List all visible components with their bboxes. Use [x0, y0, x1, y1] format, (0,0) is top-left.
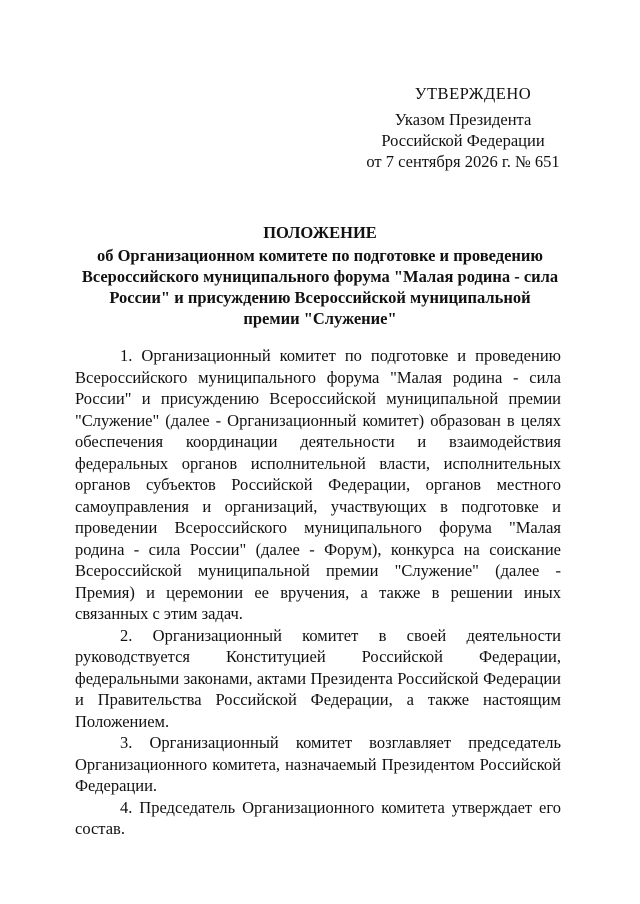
document-heading: ПОЛОЖЕНИЕ: [263, 223, 377, 242]
title-line-4: премии "Служение": [243, 309, 397, 328]
paragraph-3: 3. Организационный комитет возглавляет председатель Организационного комитета, назначаемый Президентом Российской Федерации.: [75, 733, 561, 795]
title-line-2: Всероссийского муниципального форума "Малая родина - сила: [81, 267, 559, 286]
document-body: [75, 345, 561, 840]
approval-heading: УТВЕРЖДЕНО: [414, 84, 532, 103]
approval-line-2: Российской Федерации: [381, 131, 545, 150]
title-line-3: России" и присуждению Всероссийской муниципальной: [109, 288, 531, 307]
document-title: [60, 222, 580, 329]
paragraph-2: 2. Организационный комитет в своей деятельности руководствуется Конституцией Российской Федерации, федеральными законами, актами Президента Российской Федерации и Правительства Российской Федерации, а также настоящим Положением.: [75, 625, 561, 731]
approval-stamp: [340, 83, 586, 172]
approval-date-line: от 7 сентября 2026 г. № 651: [366, 152, 560, 171]
paragraph-4: 4. Председатель Организационного комитета утверждает его состав.: [75, 797, 561, 838]
paragraph-1: 1. Организационный комитет по подготовке и проведению Всероссийского муниципального форума "Малая родина - сила России" и присуждению Всероссийской муниципальной премии "Служение" (далее - Организационный комитет) образован в целях обеспечения координации деятельности и взаимодействия федеральных органов исполнительной власти, исполнительных органов субъектов Российской Федерации, органов местного самоуправления и организаций, участвующих в подготовке и проведении Всероссийского муниципального форума "Малая родина - сила России" (далее - Форум), конкурса на соискание Всероссийской муниципальной премии "Служение" (далее - Премия) и церемонии ее вручения, а также в решении иных связанных с этим задач.: [75, 346, 561, 623]
approval-line-1: Указом Президента: [394, 110, 532, 129]
title-line-1: об Организационном комитете по подготовке и проведению: [96, 246, 544, 265]
